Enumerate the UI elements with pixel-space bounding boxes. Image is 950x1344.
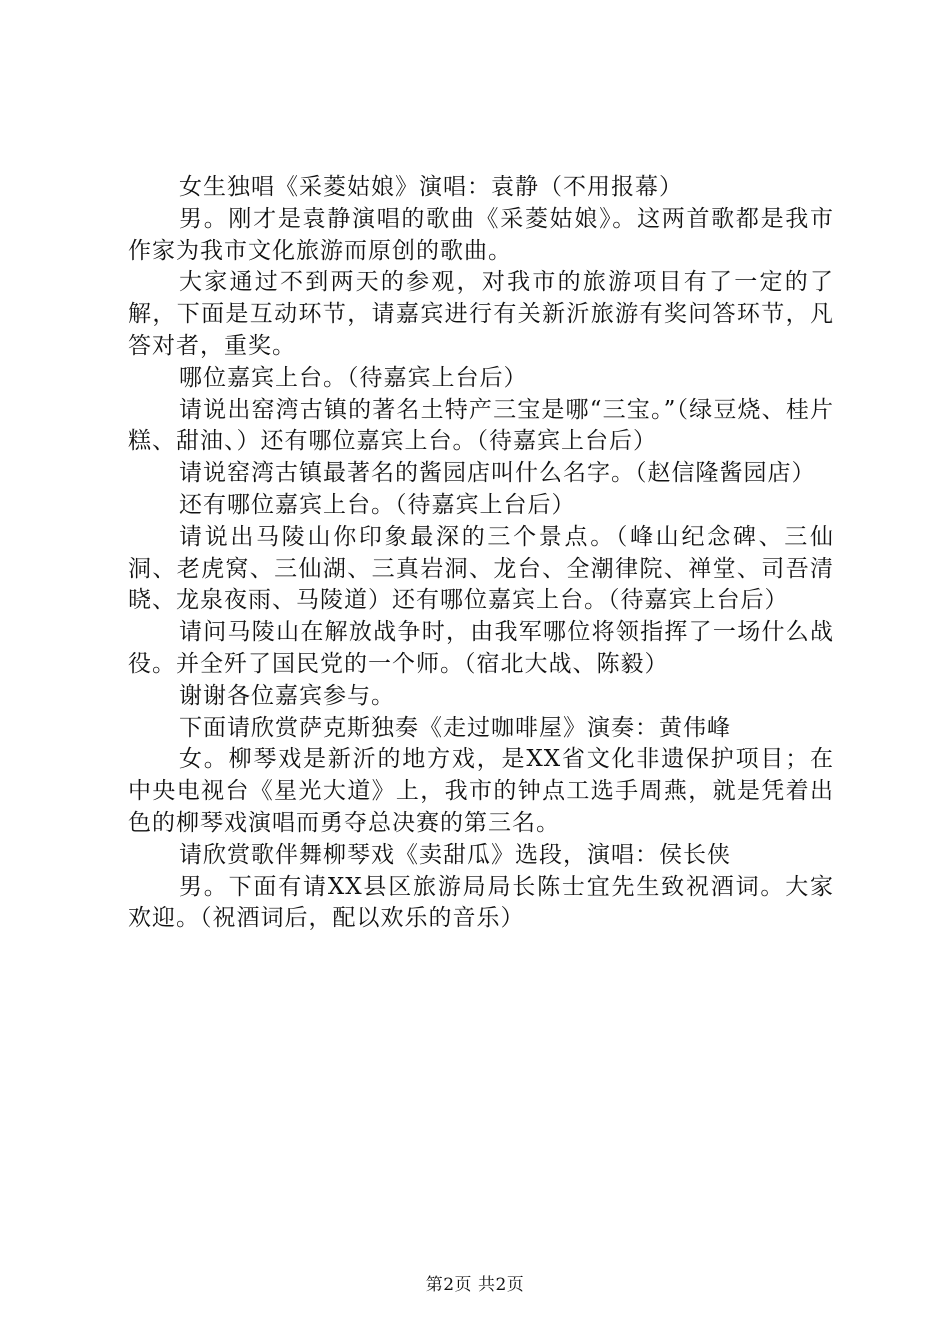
paragraph-8: 请说出马陵山你印象最深的三个景点。（峰山纪念碑、三仙洞、老虎窝、三仙湖、三真岩洞、龙台、全潮律院、禅堂、司吾清晓、龙泉夜雨、马陵道）还有哪位嘉宾上台。（待嘉宾上台后） [128, 523, 834, 614]
paragraph-2: 男。刚才是袁静演唱的歌曲《采菱姑娘》。这两首歌都是我市作家为我市文化旅游而原创的歌曲。 [128, 205, 834, 264]
paragraph-11: 下面请欣赏萨克斯独奏《走过咖啡屋》演奏：黄伟峰 [179, 714, 731, 741]
page-footer: 第2页 共2页 [425, 1275, 525, 1295]
paragraph-7: 还有哪位嘉宾上台。（待嘉宾上台后） [179, 491, 576, 518]
paragraph-13: 请欣赏歌伴舞柳琴戏《卖甜瓜》选段，演唱：侯长侠 [179, 841, 731, 868]
document-body [128, 172, 834, 935]
paragraph-12: 女。柳琴戏是新沂的地方戏，是XX省文化非遗保护项目；在中央电视台《星光大道》上，我市的钟点工选手周燕，就是凭着出色的柳琴戏演唱而勇夺总决赛的第三名。 [128, 746, 834, 836]
paragraph-9: 请问马陵山在解放战争时，由我军哪位将领指挥了一场什么战役。并全歼了国民党的一个师。（宿北大战、陈毅） [128, 619, 834, 677]
paragraph-4: 哪位嘉宾上台。（待嘉宾上台后） [179, 364, 528, 391]
paragraph-14: 男。下面有请XX县区旅游局局长陈士宜先生致祝酒词。大家欢迎。（祝酒词后，配以欢乐的音乐） [128, 873, 834, 932]
paragraph-3: 大家通过不到两天的参观，对我市的旅游项目有了一定的了解，下面是互动环节，请嘉宾进行有关新沂旅游有奖问答环节，凡答对者，重奖。 [128, 269, 834, 359]
paragraph-5: 请说出窑湾古镇的著名土特产三宝是哪“三宝。”（绿豆烧、桂片糕、甜油、）还有哪位嘉宾上台。（待嘉宾上台后） [128, 396, 834, 455]
paragraph-6: 请说窑湾古镇最著名的酱园店叫什么名字。（赵信隆酱园店） [179, 460, 816, 487]
paragraph-1: 女生独唱《采菱姑娘》演唱：袁静（不用报幕） [179, 174, 683, 200]
paragraph-10: 谢谢各位嘉宾参与。 [179, 682, 395, 709]
